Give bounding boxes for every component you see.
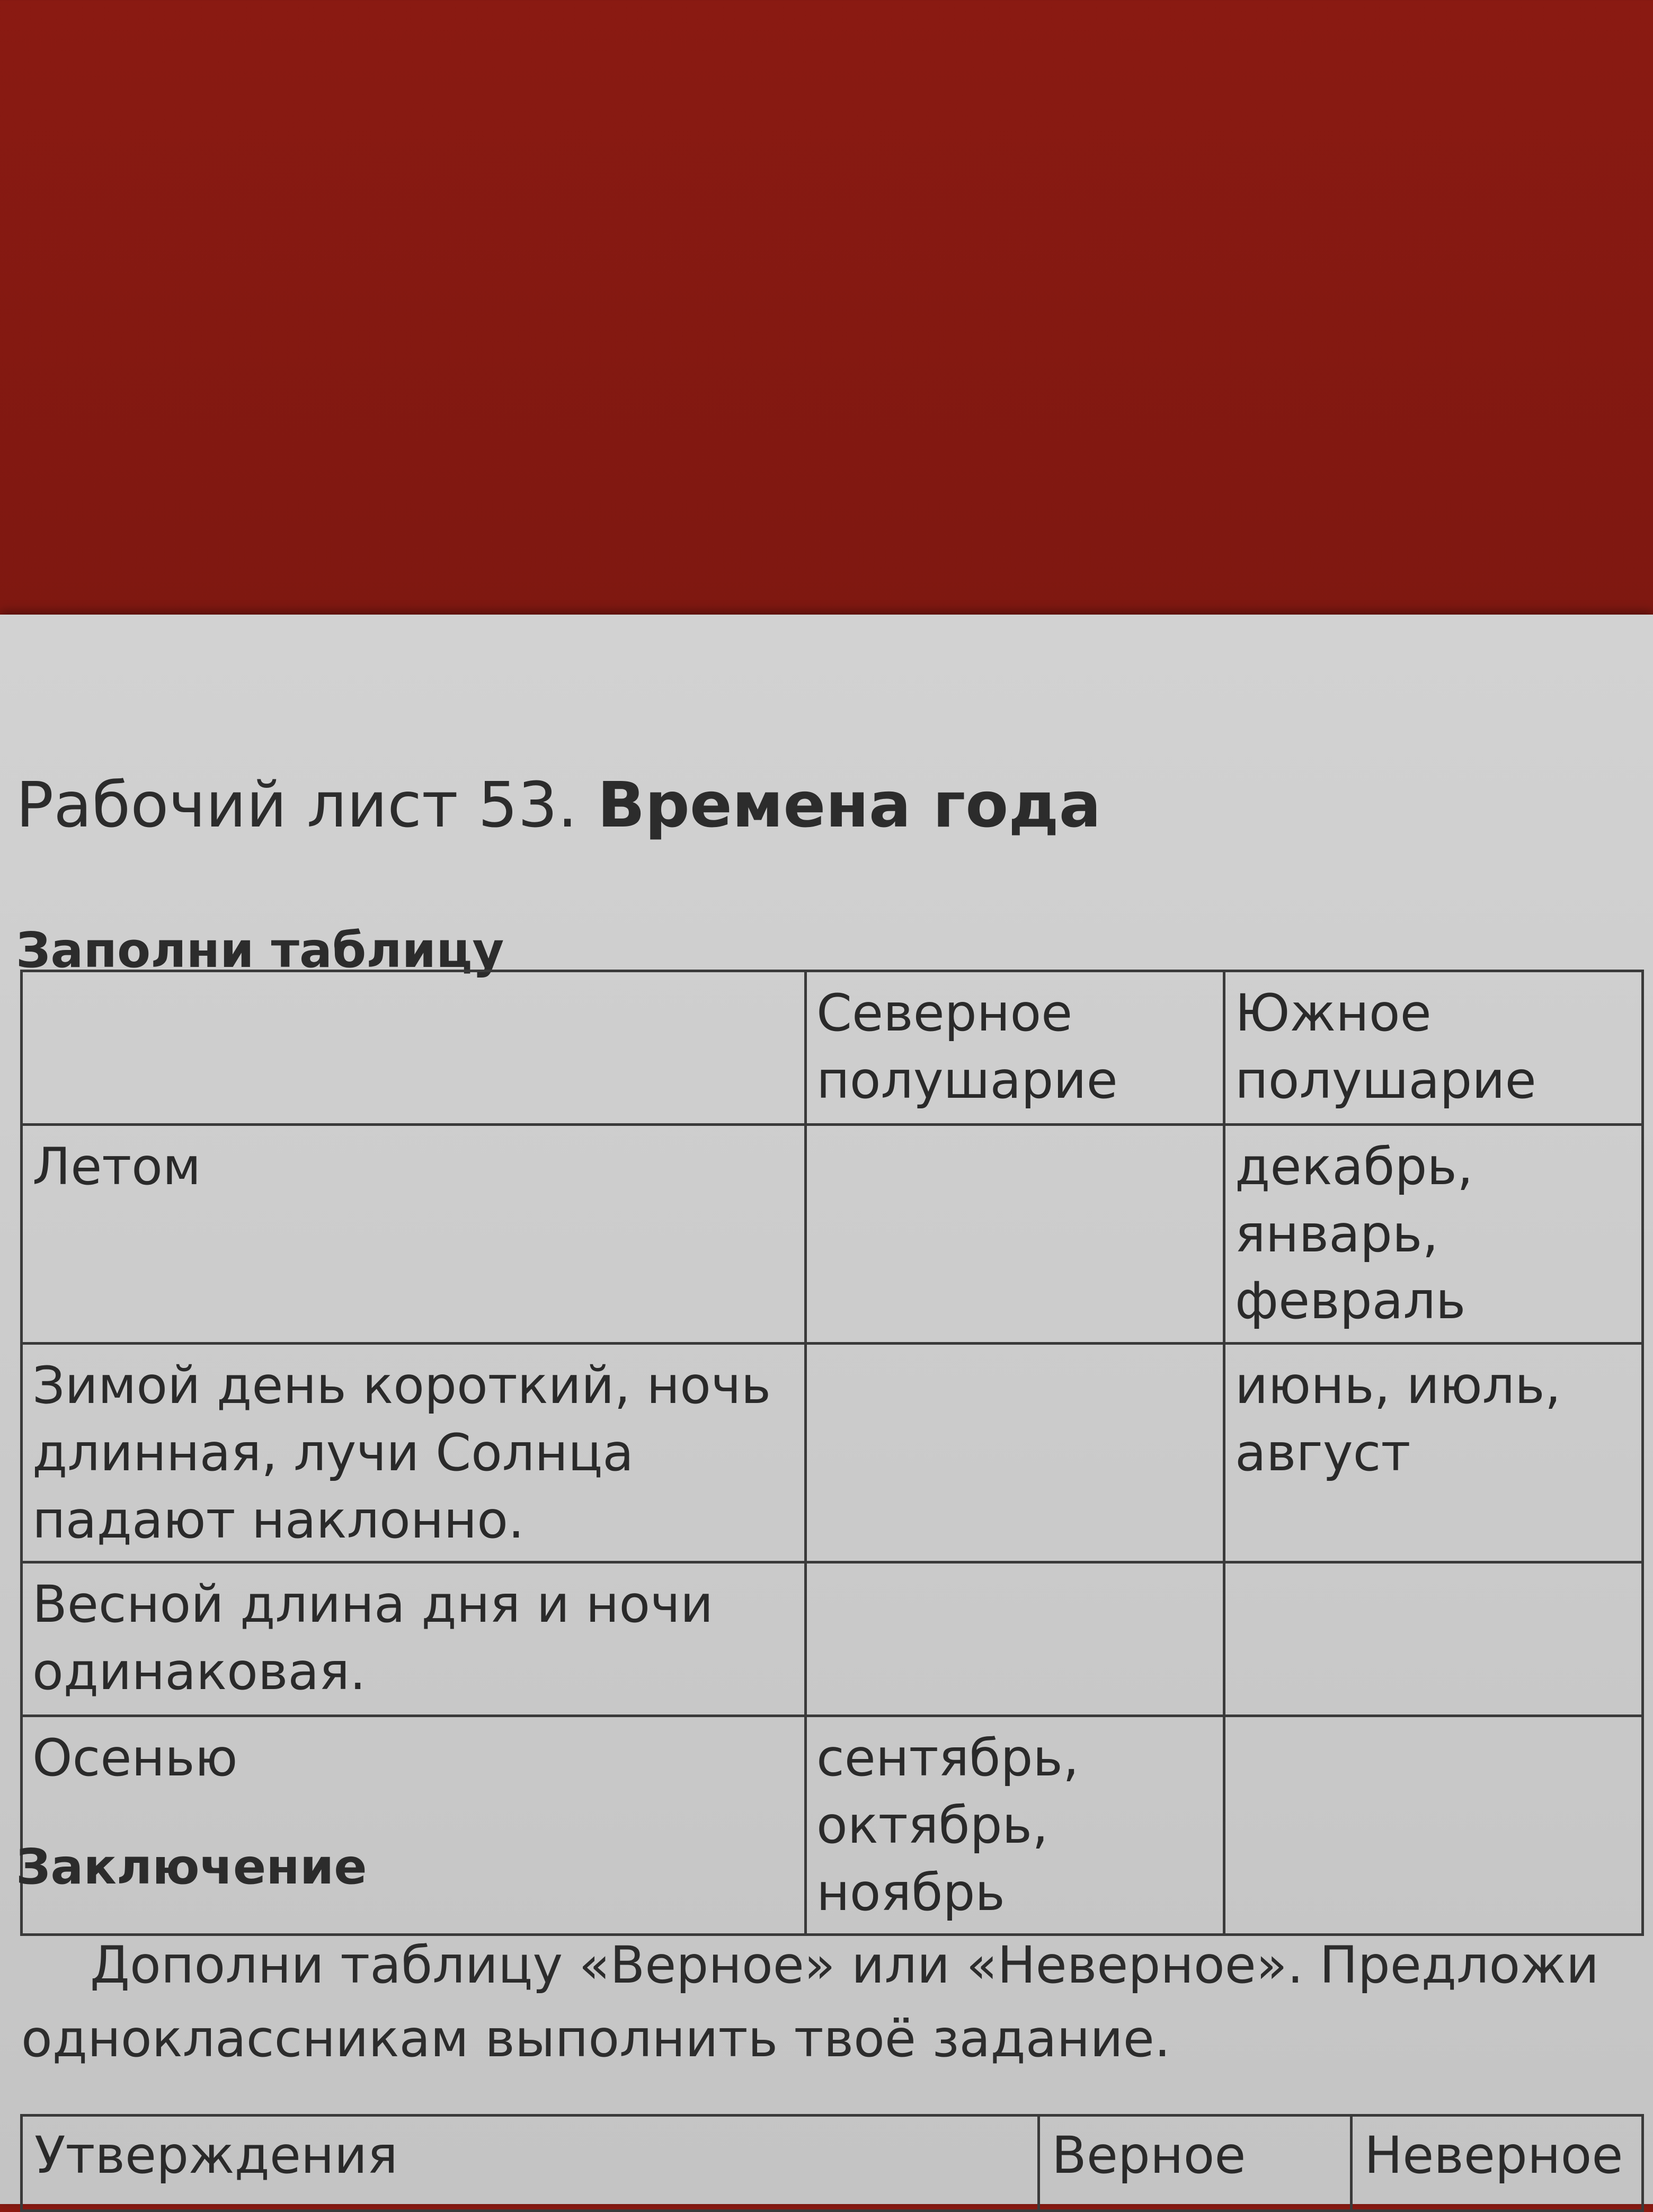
table-row <box>22 1562 1643 1716</box>
statements-table <box>20 2114 1644 2212</box>
statements-header-row <box>22 2116 1643 2211</box>
cell-south[interactable] <box>1224 1562 1643 1716</box>
page-title <box>16 768 1101 841</box>
title-prefix: Рабочий лист 53. <box>16 768 577 841</box>
table-row <box>22 1716 1643 1935</box>
header-cell-empty <box>22 971 806 1125</box>
header-true: Верное <box>1039 2116 1352 2211</box>
row-label: Летом <box>22 1125 806 1344</box>
row-label: Весной длина дня и ночи одинаковая. <box>22 1562 806 1716</box>
table-row <box>22 1125 1643 1344</box>
cell-north[interactable] <box>806 1562 1224 1716</box>
cell-north[interactable]: сентябрь, октябрь, ноябрь <box>806 1716 1224 1935</box>
row-label: Зимой день короткий, ночь длинная, лучи Солнца падают наклонно. <box>22 1344 806 1562</box>
cell-south[interactable]: декабрь, январь, февраль <box>1224 1125 1643 1344</box>
cell-north[interactable] <box>806 1344 1224 1562</box>
cell-south[interactable] <box>1224 1716 1643 1935</box>
task-heading: Заполни таблицу <box>16 922 504 979</box>
cell-south[interactable]: июнь, июль, август <box>1224 1344 1643 1562</box>
row-label: Осенью <box>22 1716 806 1935</box>
table-header-row <box>22 971 1643 1125</box>
header-false: Неверное <box>1352 2116 1643 2211</box>
conclusion-heading: Заключение <box>16 1838 367 1895</box>
header-statements: Утверждения <box>22 2116 1039 2211</box>
conclusion-text: Дополни таблицу «Верное» или «Неверное». Предложи одноклассникам выполнить твоё задание. <box>21 1935 1599 2069</box>
cell-north[interactable] <box>806 1125 1224 1344</box>
seasons-table <box>20 970 1644 1936</box>
header-cell-north: Северное полушарие <box>806 971 1224 1125</box>
title-main: Времена года <box>597 768 1101 841</box>
header-cell-south: Южное полушарие <box>1224 971 1643 1125</box>
table-row <box>22 1344 1643 1562</box>
